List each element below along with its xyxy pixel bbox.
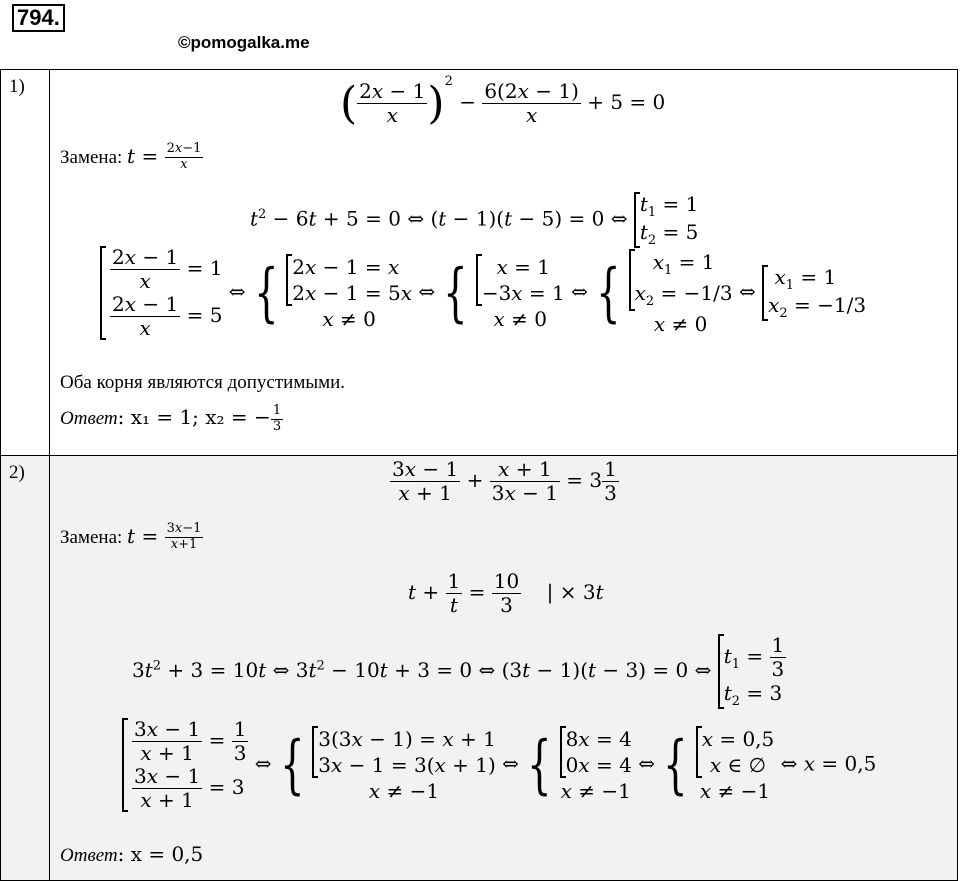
problem-body-2 [50,456,958,881]
substitution-label: Замена: [60,526,123,548]
answer-label: Ответ [60,845,118,866]
answer-label: Ответ [60,407,118,429]
problem-label-1: 1) [1,70,50,456]
substitution-2: Замена: t = $\frac{3x-1}{x+1}$ [60,521,202,552]
problem-number: 794. [12,4,65,32]
equation-2: $\frac{3x - 1}{x + 1}$ + $\frac{x + 1}{3x - 1}$ = 3 $\frac{1}{3}$ [392,457,617,505]
solution-table [0,69,958,881]
answer-1: Ответ: x₁ = 1; x₂ = − $\frac{1}{3}$ [60,403,282,434]
system-chain-2: $\frac{3x - 1}{x + 1}$ = $\frac{1}{3}$ $\frac{3x - 1}{x + 1}$ = 3 ⇔ { 3(3x − 1) = x + 1 3x − 1 = 3(x + 1) x ≠ −1 ⇔ { 8x = 4 0x = 4 x ≠ −1 ⇔ { x = 0,5 x ∈ ∅ x ≠ −1 ⇔ x = 0,5 [122,718,876,812]
problem-label-2: 2) [1,456,50,881]
answer-text-2: : x = 0,5 [117,842,204,866]
substitution-label: Замена: [60,146,123,168]
equation-1: ( $\frac{2x - 1}{x}$ )$^2$ − $\frac{6(2x - 1)}{x}$ + 5 = 0 [340,74,666,129]
quadratic-in-t-1: $t^2 - 6t + 5 = 0$ ⇔ (t − 1)(t − 5) = 0 ⇔ $t_1 = 1$ $t_2 = 5$ [250,192,699,248]
problem-row-2 [1,456,958,881]
answer-2 [60,842,203,867]
problem-row-1 [1,70,958,456]
site-watermark: ©pomogalka.me [178,33,310,52]
substitution-1: Замена: t = $\frac{2x-1}{x}$ [60,141,202,172]
quadratic-in-t-2: $3t^2 + 3 = 10t$ ⇔ $3t^2 - 10t + 3 = 0$ ⇔ (3t − 1)(t − 3) = 0 ⇔ $t_1$ = $\frac{1}{3}$ $t_2 = 3$ [132,633,785,709]
t-equation-2: t + $\frac{1}{t}$ = $\frac{10}{3}$ | × 3t [408,569,604,617]
answer-text-1: : x₁ = 1; x₂ = − [117,404,271,429]
conclusion-1: Оба корня являются допустимыми. [60,372,346,393]
problem-body-1 [50,70,958,456]
system-chain-1: $\frac{2x - 1}{x}$ = 1 $\frac{2x - 1}{x}$ = 5 ⇔ { 2x − 1 = x 2x − 1 = 5x x ≠ 0 ⇔ { x = 1 −3x = 1 x ≠ 0 ⇔ { $x_1 = 1$ $x_2 = -1/3$ x ≠ 0 ⇔ $x_1 = 1$ $x_2 = -1/3$ [100,246,866,340]
